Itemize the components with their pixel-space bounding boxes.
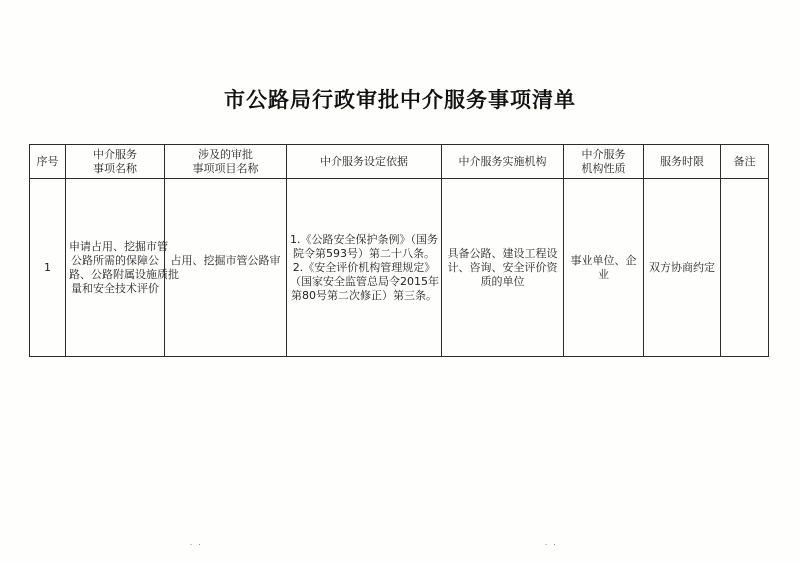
header-service-name: 中介服务 事项名称 bbox=[66, 145, 165, 179]
cell-remarks bbox=[721, 179, 769, 357]
header-approval-item: 涉及的审批 事项项目名称 bbox=[165, 145, 287, 179]
cell-basis: 1.《公路安全保护条例》（国务 院令第593号）第二十八条。 2.《安全评价机构管理规定》 （国家安全监管总局令2015年 第80号第二次修正）第三条。 bbox=[287, 179, 442, 357]
cell-agency: 具备公路、建设工程设 计、咨询、安全评价资 质的单位 bbox=[442, 179, 564, 357]
scan-speck: · · bbox=[190, 541, 203, 549]
table-header-row bbox=[30, 145, 769, 179]
table-row bbox=[30, 179, 769, 357]
header-agency: 中介服务实施机构 bbox=[442, 145, 564, 179]
cell-time-limit: 双方协商约定 bbox=[644, 179, 721, 357]
header-seq: 序号 bbox=[30, 145, 66, 179]
document-title: 市公路局行政审批中介服务事项清单 bbox=[224, 87, 576, 112]
header-time-limit: 服务时限 bbox=[644, 145, 721, 179]
cell-approval-item: 占用、挖掘市管公路审 批 bbox=[165, 179, 287, 357]
scan-speck: · · bbox=[545, 541, 558, 549]
header-basis: 中介服务设定依据 bbox=[287, 145, 442, 179]
cell-seq: 1 bbox=[30, 179, 66, 357]
cell-agency-nature: 事业单位、企业 bbox=[564, 179, 644, 357]
header-remarks: 备注 bbox=[721, 145, 769, 179]
cell-service-name: 申请占用、挖掘市管 公路所需的保障公 路、公路附属设施质 量和安全技术评价 bbox=[66, 179, 165, 357]
service-list-table bbox=[29, 144, 769, 357]
header-agency-nature: 中介服务 机构性质 bbox=[564, 145, 644, 179]
